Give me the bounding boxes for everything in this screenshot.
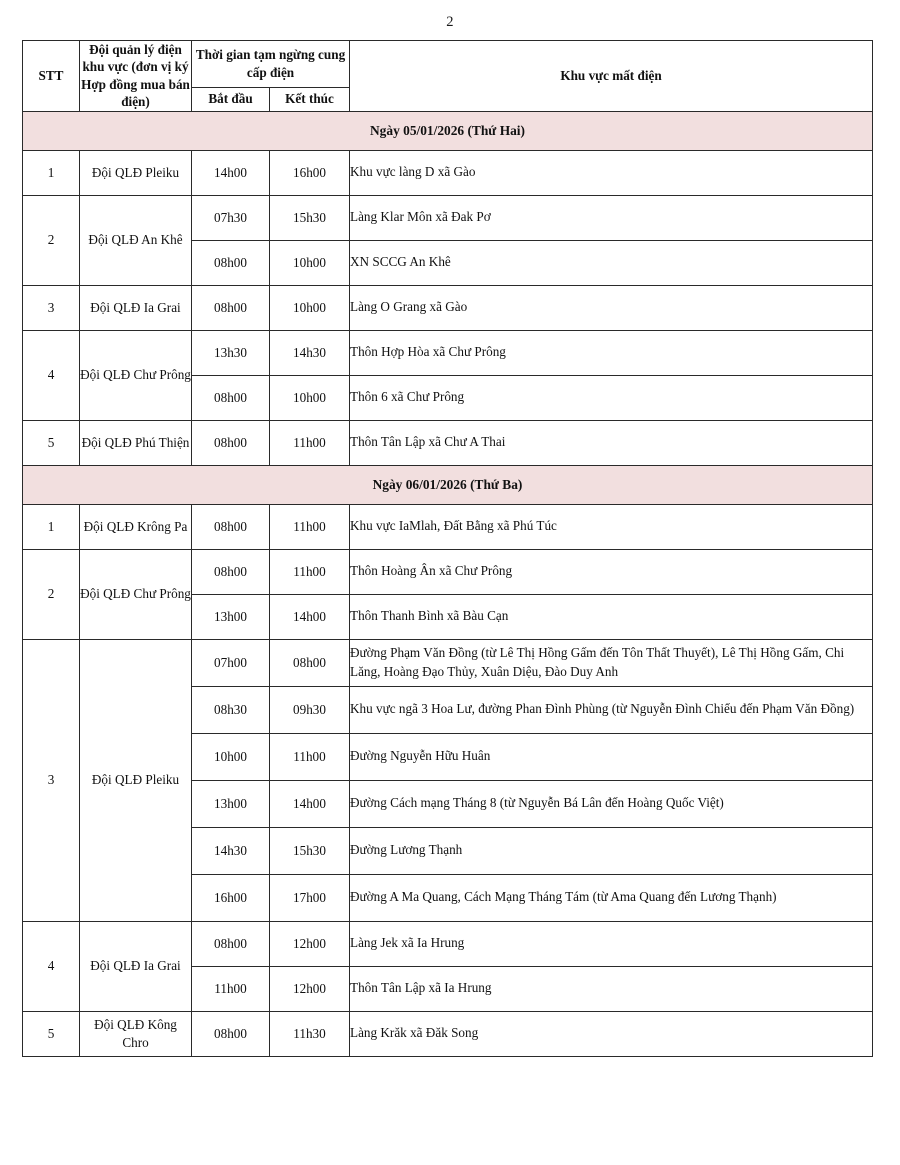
cell-end-time: 11h00 <box>270 420 350 465</box>
cell-start-time: 11h00 <box>192 966 270 1011</box>
cell-end-time: 11h00 <box>270 504 350 549</box>
cell-end-time: 14h30 <box>270 330 350 375</box>
cell-management-team: Đội QLĐ An Khê <box>80 195 192 285</box>
table-body <box>23 111 873 1056</box>
cell-stt: 3 <box>23 285 80 330</box>
cell-management-team: Đội QLĐ Ia Grai <box>80 285 192 330</box>
cell-end-time: 11h30 <box>270 1011 350 1056</box>
cell-affected-area: Thôn Tân Lập xã Ia Hrung <box>350 966 873 1011</box>
cell-management-team: Đội QLĐ Krông Pa <box>80 504 192 549</box>
cell-stt: 1 <box>23 504 80 549</box>
cell-affected-area: Làng Jek xã Ia Hrung <box>350 921 873 966</box>
cell-start-time: 14h00 <box>192 150 270 195</box>
cell-affected-area: Thôn Tân Lập xã Chư A Thai <box>350 420 873 465</box>
table-row <box>23 195 873 240</box>
cell-end-time: 17h00 <box>270 874 350 921</box>
cell-stt: 2 <box>23 549 80 639</box>
cell-affected-area: Làng Klar Môn xã Đak Pơ <box>350 195 873 240</box>
cell-stt: 4 <box>23 330 80 420</box>
cell-start-time: 08h00 <box>192 504 270 549</box>
cell-start-time: 08h00 <box>192 285 270 330</box>
cell-management-team: Đội QLĐ Kông Chro <box>80 1011 192 1056</box>
cell-end-time: 11h00 <box>270 733 350 780</box>
cell-affected-area: Đường Nguyễn Hữu Huân <box>350 733 873 780</box>
cell-affected-area: Làng O Grang xã Gào <box>350 285 873 330</box>
cell-stt: 3 <box>23 639 80 921</box>
outage-schedule-table <box>22 40 873 1057</box>
cell-stt: 5 <box>23 420 80 465</box>
cell-start-time: 14h30 <box>192 827 270 874</box>
table-row <box>23 639 873 686</box>
table-row <box>23 1011 873 1056</box>
cell-management-team: Đội QLĐ Pleiku <box>80 639 192 921</box>
column-header-area: Khu vực mất điện <box>350 41 873 112</box>
cell-stt: 1 <box>23 150 80 195</box>
cell-end-time: 15h30 <box>270 195 350 240</box>
cell-management-team: Đội QLĐ Pleiku <box>80 150 192 195</box>
date-section-header-row <box>23 111 873 150</box>
cell-start-time: 16h00 <box>192 874 270 921</box>
cell-end-time: 10h00 <box>270 375 350 420</box>
cell-start-time: 07h30 <box>192 195 270 240</box>
cell-end-time: 14h00 <box>270 780 350 827</box>
cell-start-time: 08h00 <box>192 375 270 420</box>
cell-affected-area: Đường Phạm Văn Đồng (từ Lê Thị Hồng Gấm đến Tôn Thất Thuyết), Lê Thị Hồng Gấm, Chi Lăng, Hoàng Đạo Thủy, Xuân Diệu, Đào Duy Anh <box>350 639 873 686</box>
cell-end-time: 11h00 <box>270 549 350 594</box>
outage-table-container <box>22 40 872 1057</box>
cell-stt: 2 <box>23 195 80 285</box>
cell-end-time: 12h00 <box>270 966 350 1011</box>
cell-end-time: 16h00 <box>270 150 350 195</box>
date-section-label: Ngày 05/01/2026 (Thứ Hai) <box>23 111 873 150</box>
table-row <box>23 330 873 375</box>
cell-start-time: 07h00 <box>192 639 270 686</box>
cell-affected-area: Thôn Thanh Bình xã Bàu Cạn <box>350 594 873 639</box>
column-header-end-time: Kết thúc <box>270 87 350 111</box>
cell-stt: 5 <box>23 1011 80 1056</box>
cell-stt: 4 <box>23 921 80 1011</box>
cell-end-time: 14h00 <box>270 594 350 639</box>
cell-management-team: Đội QLĐ Chư Prông <box>80 330 192 420</box>
table-row <box>23 921 873 966</box>
cell-affected-area: Khu vực IaMlah, Đất Bằng xã Phú Túc <box>350 504 873 549</box>
cell-end-time: 12h00 <box>270 921 350 966</box>
cell-start-time: 08h00 <box>192 549 270 594</box>
cell-end-time: 09h30 <box>270 686 350 733</box>
cell-affected-area: Thôn 6 xã Chư Prông <box>350 375 873 420</box>
column-header-time-group: Thời gian tạm ngừng cung cấp điện <box>192 41 350 88</box>
table-row <box>23 549 873 594</box>
cell-affected-area: Làng Krăk xã Đăk Song <box>350 1011 873 1056</box>
column-header-stt: STT <box>23 41 80 112</box>
cell-affected-area: Thôn Hợp Hòa xã Chư Prông <box>350 330 873 375</box>
cell-management-team: Đội QLĐ Phú Thiện <box>80 420 192 465</box>
cell-affected-area: Thôn Hoàng Ân xã Chư Prông <box>350 549 873 594</box>
cell-end-time: 10h00 <box>270 240 350 285</box>
cell-start-time: 08h00 <box>192 420 270 465</box>
header-row-primary <box>23 41 873 88</box>
column-header-start-time: Bắt đầu <box>192 87 270 111</box>
page-number: 2 <box>446 14 454 30</box>
cell-start-time: 13h30 <box>192 330 270 375</box>
cell-end-time: 10h00 <box>270 285 350 330</box>
cell-affected-area: XN SCCG An Khê <box>350 240 873 285</box>
cell-start-time: 08h00 <box>192 921 270 966</box>
table-row <box>23 420 873 465</box>
column-header-team: Đội quản lý điện khu vực (đơn vị ký Hợp đồng mua bán điện) <box>81 42 190 110</box>
cell-management-team: Đội QLĐ Ia Grai <box>80 921 192 1011</box>
cell-start-time: 08h00 <box>192 240 270 285</box>
cell-affected-area: Khu vực làng D xã Gào <box>350 150 873 195</box>
cell-start-time: 08h00 <box>192 1011 270 1056</box>
cell-start-time: 08h30 <box>192 686 270 733</box>
table-header <box>23 41 873 112</box>
cell-start-time: 13h00 <box>192 594 270 639</box>
date-section-header-row <box>23 465 873 504</box>
cell-management-team: Đội QLĐ Chư Prông <box>80 549 192 639</box>
date-section-label: Ngày 06/01/2026 (Thứ Ba) <box>23 465 873 504</box>
table-row <box>23 285 873 330</box>
cell-affected-area: Đường Lương Thạnh <box>350 827 873 874</box>
cell-affected-area: Khu vực ngã 3 Hoa Lư, đường Phan Đình Phùng (từ Nguyễn Đình Chiểu đến Phạm Văn Đồng) <box>350 686 873 733</box>
table-row <box>23 504 873 549</box>
cell-affected-area: Đường A Ma Quang, Cách Mạng Tháng Tám (từ Ama Quang đến Lương Thạnh) <box>350 874 873 921</box>
cell-affected-area: Đường Cách mạng Tháng 8 (từ Nguyễn Bá Lân đến Hoàng Quốc Việt) <box>350 780 873 827</box>
cell-end-time: 15h30 <box>270 827 350 874</box>
cell-start-time: 10h00 <box>192 733 270 780</box>
cell-start-time: 13h00 <box>192 780 270 827</box>
table-row <box>23 150 873 195</box>
cell-end-time: 08h00 <box>270 639 350 686</box>
